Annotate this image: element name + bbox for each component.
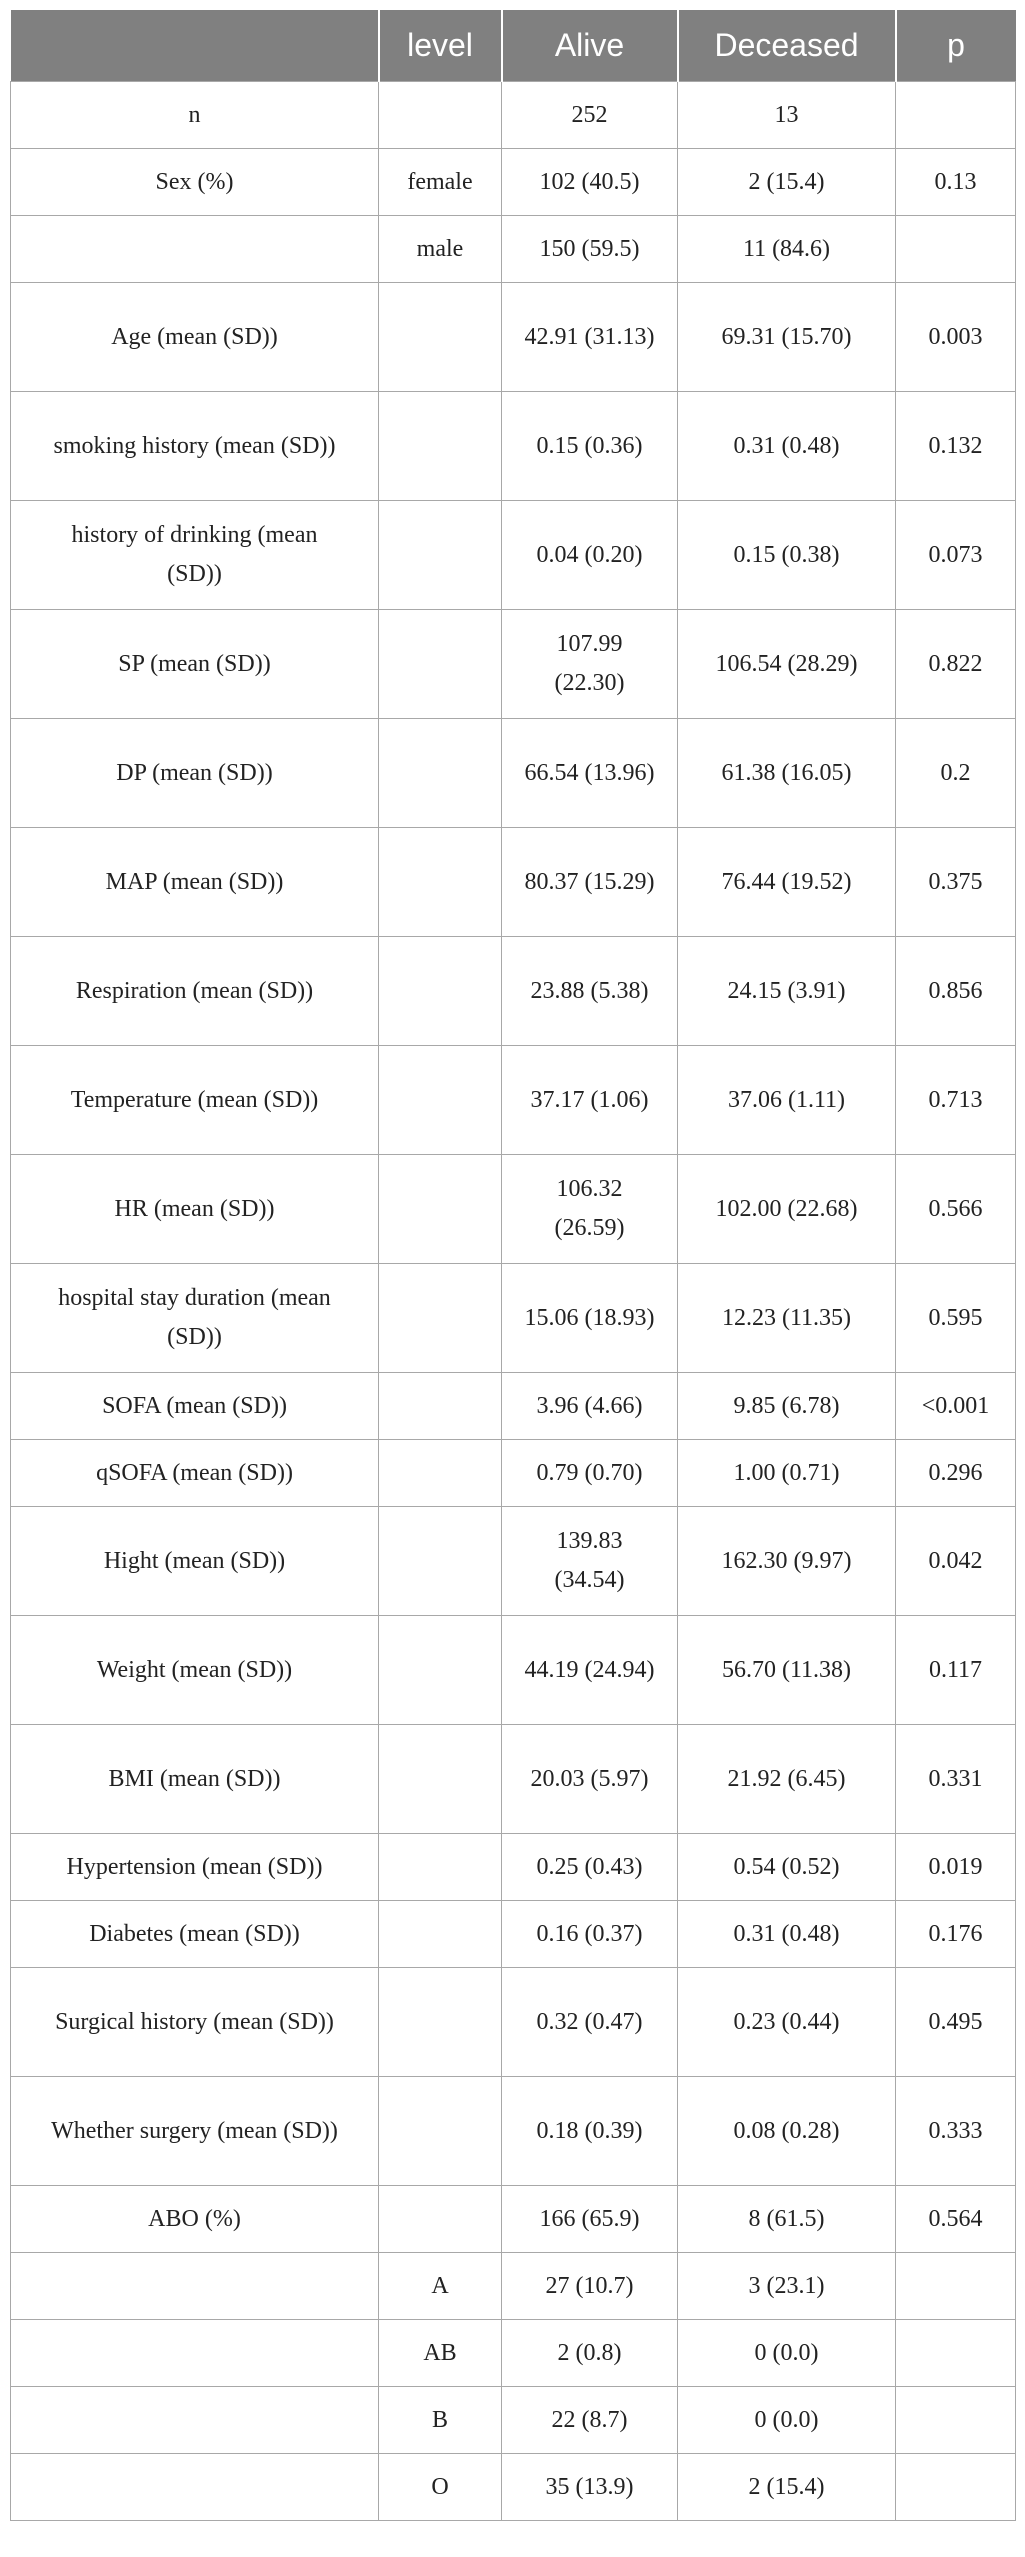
table-row [11,2077,1016,2186]
p-value-cell [896,1834,1016,1901]
p-value-cell-text: 0.564 [928,2205,983,2232]
row-label-cell [11,1507,379,1616]
table-row [11,2387,1016,2454]
row-label-cell-text: DP (mean (SD)) [116,759,273,786]
row-label-cell [11,610,379,719]
table-row [11,2454,1016,2521]
alive-cell-text: 66.54 (13.96) [524,759,655,786]
row-label-cell [11,1834,379,1901]
deceased-cell [678,1155,896,1264]
row-label-cell [11,82,379,149]
p-value-cell [896,1725,1016,1834]
p-value-cell [896,1373,1016,1440]
alive-cell-text: 22 (8.7) [551,2406,628,2433]
alive-cell-text: 166 (65.9) [539,2205,640,2232]
p-value-cell-text: 0.331 [928,1765,983,1792]
table-row [11,1725,1016,1834]
deceased-cell-text: 0.23 (0.44) [733,2008,840,2035]
header-row [11,10,1016,82]
row-label-cell [11,2077,379,2186]
level-cell [379,2454,502,2521]
p-value-cell-text: 0.713 [928,1086,983,1113]
deceased-cell-text: 12.23 (11.35) [721,1304,852,1331]
header-alive: Alive [502,10,678,82]
baseline-characteristics-table [10,10,1016,2521]
row-label-cell-text: BMI (mean (SD)) [108,1765,281,1792]
alive-cell-text: 42.91 (31.13) [524,323,655,350]
row-label-cell [11,2186,379,2253]
level-cell [379,1834,502,1901]
deceased-cell [678,1046,896,1155]
row-label-cell [11,1264,379,1373]
row-label-cell [11,1725,379,1834]
table-row [11,1440,1016,1507]
deceased-cell-text: 13 [774,101,799,128]
table-row [11,82,1016,149]
level-cell [379,2253,502,2320]
level-cell [379,1155,502,1264]
p-value-cell [896,283,1016,392]
p-value-cell [896,937,1016,1046]
level-cell [379,149,502,216]
alive-cell-text: 3.96 (4.66) [536,1392,643,1419]
table-row [11,828,1016,937]
alive-cell-text: 0.25 (0.43) [536,1853,643,1880]
alive-cell-text: 0.32 (0.47) [536,2008,643,2035]
alive-cell [502,2077,678,2186]
table-row [11,1616,1016,1725]
row-label-cell-text: Hight (mean (SD)) [103,1547,286,1574]
row-label-cell [11,1616,379,1725]
alive-cell [502,392,678,501]
alive-cell-text: 23.88 (5.38) [530,977,649,1004]
level-cell [379,1046,502,1155]
p-value-cell-text: 0.595 [928,1304,983,1331]
level-cell [379,2320,502,2387]
alive-cell [502,2253,678,2320]
deceased-cell [678,2387,896,2454]
table-row [11,2186,1016,2253]
level-cell [379,1440,502,1507]
deceased-cell-text: 0 (0.0) [754,2406,819,2433]
deceased-cell [678,610,896,719]
p-value-cell [896,828,1016,937]
row-label-cell-text: SP (mean (SD)) [118,650,271,677]
deceased-cell-text: 0 (0.0) [754,2339,819,2366]
alive-cell-text: 35 (13.9) [545,2473,634,2500]
table-header [11,10,1016,82]
row-label-cell [11,1046,379,1155]
table-row [11,1968,1016,2077]
p-value-cell-text: 0.117 [928,1656,983,1683]
deceased-cell-text: 0.08 (0.28) [733,2117,840,2144]
row-label-cell-text: smoking history (mean (SD)) [53,432,336,459]
table-body [11,82,1016,2521]
level-cell [379,2077,502,2186]
deceased-cell [678,216,896,283]
deceased-cell-text: 37.06 (1.11) [727,1086,846,1113]
alive-cell [502,1901,678,1968]
level-cell [379,1725,502,1834]
row-label-cell [11,1968,379,2077]
alive-cell [502,1968,678,2077]
deceased-cell [678,1725,896,1834]
table-row [11,392,1016,501]
alive-cell-text: 37.17 (1.06) [530,1086,649,1113]
level-cell-text: male [416,235,464,262]
row-label-cell [11,1373,379,1440]
deceased-cell-text: 106.54 (28.29) [715,650,858,677]
p-value-cell-text: 0.375 [928,868,983,895]
table-row [11,1901,1016,1968]
row-label-cell [11,283,379,392]
level-cell-text: AB [423,2339,457,2366]
deceased-cell [678,1968,896,2077]
row-label-cell [11,719,379,828]
alive-cell-text: 107.99 (22.30) [554,631,625,696]
deceased-cell [678,2320,896,2387]
row-label-cell [11,1440,379,1507]
deceased-cell-text: 9.85 (6.78) [733,1392,840,1419]
p-value-cell [896,2320,1016,2387]
p-value-cell [896,2253,1016,2320]
p-value-cell-text: 0.176 [928,1920,983,1947]
alive-cell-text: 20.03 (5.97) [530,1765,649,1792]
row-label-cell-text: HR (mean (SD)) [114,1195,275,1222]
alive-cell-text: 0.16 (0.37) [536,1920,643,1947]
alive-cell [502,149,678,216]
row-label-cell-text: MAP (mean (SD)) [105,868,284,895]
alive-cell-text: 102 (40.5) [539,168,640,195]
p-value-cell [896,1440,1016,1507]
alive-cell [502,2454,678,2521]
row-label-cell-text: Age (mean (SD)) [111,323,278,350]
deceased-cell-text: 102.00 (22.68) [715,1195,858,1222]
row-label-cell [11,1901,379,1968]
row-label-cell [11,2454,379,2521]
row-label-cell-text: Whether surgery (mean (SD)) [51,2117,338,2144]
level-cell [379,392,502,501]
alive-cell-text: 0.15 (0.36) [536,432,643,459]
deceased-cell-text: 0.54 (0.52) [733,1853,840,1880]
p-value-cell-text: 0.073 [928,541,983,568]
p-value-cell [896,149,1016,216]
table-row [11,1046,1016,1155]
deceased-cell [678,2253,896,2320]
row-label-cell-text: qSOFA (mean (SD)) [96,1459,293,1486]
level-cell [379,1901,502,1968]
table-row [11,2320,1016,2387]
deceased-cell-text: 2 (15.4) [748,168,825,195]
level-cell [379,1373,502,1440]
alive-cell [502,610,678,719]
table-row [11,610,1016,719]
deceased-cell [678,937,896,1046]
p-value-cell-text: 0.132 [928,432,983,459]
alive-cell [502,1264,678,1373]
level-cell-text: B [431,2406,448,2433]
deceased-cell [678,283,896,392]
p-value-cell-text: 0.856 [928,977,983,1004]
p-value-cell-text: 0.003 [928,323,983,350]
row-label-cell [11,216,379,283]
deceased-cell [678,2454,896,2521]
p-value-cell [896,1901,1016,1968]
alive-cell [502,501,678,610]
deceased-cell-text: 2 (15.4) [748,2473,825,2500]
p-value-cell [896,2454,1016,2521]
alive-cell-text: 252 [571,101,608,128]
alive-cell-text: 2 (0.8) [557,2339,622,2366]
alive-cell-text: 106.32 (26.59) [554,1176,625,1241]
alive-cell [502,937,678,1046]
row-label-cell-text: Diabetes (mean (SD)) [89,1920,300,1947]
alive-cell [502,1046,678,1155]
p-value-cell [896,1264,1016,1373]
level-cell [379,2387,502,2454]
row-label-cell-text: n [188,101,201,128]
alive-cell [502,1834,678,1901]
row-label-cell-text: hospital stay duration (mean (SD)) [58,1285,331,1350]
deceased-cell-text: 0.31 (0.48) [733,432,840,459]
p-value-cell [896,82,1016,149]
level-cell [379,719,502,828]
p-value-cell [896,2387,1016,2454]
p-value-cell [896,610,1016,719]
p-value-cell-text: 0.822 [928,650,983,677]
alive-cell-text: 0.18 (0.39) [536,2117,643,2144]
p-value-cell [896,1616,1016,1725]
p-value-cell [896,1968,1016,2077]
deceased-cell-text: 11 (84.6) [742,235,831,262]
p-value-cell [896,2186,1016,2253]
deceased-cell [678,2186,896,2253]
row-label-cell [11,828,379,937]
alive-cell [502,719,678,828]
p-value-cell-text: 0.495 [928,2008,983,2035]
header-variable [11,10,379,82]
table-row [11,216,1016,283]
alive-cell-text: 0.04 (0.20) [536,541,643,568]
table-row [11,283,1016,392]
deceased-cell [678,392,896,501]
deceased-cell [678,149,896,216]
p-value-cell-text: 0.042 [928,1547,983,1574]
deceased-cell-text: 76.44 (19.52) [721,868,852,895]
p-value-cell [896,2077,1016,2186]
p-value-cell [896,719,1016,828]
alive-cell [502,1440,678,1507]
header-p: p [896,10,1016,82]
deceased-cell-text: 162.30 (9.97) [721,1547,852,1574]
p-value-cell [896,392,1016,501]
alive-cell [502,82,678,149]
table-row [11,937,1016,1046]
deceased-cell [678,719,896,828]
table-row [11,1834,1016,1901]
baseline-table-container [10,10,1015,2521]
level-cell [379,82,502,149]
row-label-cell [11,501,379,610]
level-cell [379,2186,502,2253]
row-label-cell [11,392,379,501]
deceased-cell [678,828,896,937]
alive-cell [502,1373,678,1440]
alive-cell [502,216,678,283]
level-cell-text: A [431,2272,449,2299]
table-row [11,149,1016,216]
row-label-cell-text: Sex (%) [155,168,234,195]
alive-cell-text: 80.37 (15.29) [524,868,655,895]
table-row [11,1373,1016,1440]
deceased-cell-text: 8 (61.5) [748,2205,825,2232]
row-label-cell-text: Surgical history (mean (SD)) [55,2008,334,2035]
table-row [11,719,1016,828]
alive-cell [502,2320,678,2387]
deceased-cell [678,2077,896,2186]
p-value-cell [896,1046,1016,1155]
level-cell [379,1264,502,1373]
level-cell-text: female [407,168,473,195]
deceased-cell [678,1373,896,1440]
level-cell [379,283,502,392]
row-label-cell [11,149,379,216]
row-label-cell-text: SOFA (mean (SD)) [102,1392,287,1419]
level-cell-text: O [431,2473,449,2500]
level-cell [379,1968,502,2077]
deceased-cell-text: 0.15 (0.38) [733,541,840,568]
p-value-cell [896,216,1016,283]
alive-cell [502,2186,678,2253]
deceased-cell-text: 56.70 (11.38) [721,1656,852,1683]
alive-cell-text: 0.79 (0.70) [536,1459,643,1486]
deceased-cell [678,1264,896,1373]
row-label-cell-text: Temperature (mean (SD)) [70,1086,319,1113]
deceased-cell [678,1834,896,1901]
row-label-cell [11,2253,379,2320]
deceased-cell-text: 3 (23.1) [748,2272,825,2299]
alive-cell-text: 139.83 (34.54) [554,1528,625,1593]
p-value-cell-text: 0.2 [940,759,971,786]
table-row [11,1264,1016,1373]
level-cell [379,610,502,719]
p-value-cell [896,501,1016,610]
alive-cell [502,283,678,392]
deceased-cell-text: 21.92 (6.45) [727,1765,846,1792]
deceased-cell [678,1440,896,1507]
alive-cell [502,1616,678,1725]
alive-cell-text: 44.19 (24.94) [524,1656,655,1683]
table-row [11,501,1016,610]
deceased-cell-text: 69.31 (15.70) [721,323,852,350]
alive-cell [502,2387,678,2454]
p-value-cell-text: 0.333 [928,2117,983,2144]
alive-cell-text: 150 (59.5) [539,235,640,262]
row-label-cell [11,937,379,1046]
table-row [11,1155,1016,1264]
level-cell [379,501,502,610]
table-row [11,2253,1016,2320]
p-value-cell-text: 0.566 [928,1195,983,1222]
deceased-cell-text: 1.00 (0.71) [733,1459,840,1486]
deceased-cell-text: 24.15 (3.91) [727,977,846,1004]
p-value-cell [896,1155,1016,1264]
alive-cell [502,828,678,937]
header-level: level [379,10,502,82]
header-deceased: Deceased [678,10,896,82]
deceased-cell [678,82,896,149]
level-cell [379,1507,502,1616]
deceased-cell-text: 61.38 (16.05) [721,759,852,786]
p-value-cell-text: <0.001 [921,1392,990,1419]
alive-cell [502,1725,678,1834]
deceased-cell [678,1616,896,1725]
p-value-cell-text: 0.296 [928,1459,983,1486]
level-cell [379,937,502,1046]
deceased-cell [678,1507,896,1616]
table-row [11,1507,1016,1616]
level-cell [379,216,502,283]
row-label-cell [11,2320,379,2387]
p-value-cell-text: 0.13 [934,168,977,195]
row-label-cell-text: Weight (mean (SD)) [96,1656,293,1683]
deceased-cell [678,1901,896,1968]
p-value-cell [896,1507,1016,1616]
row-label-cell-text: history of drinking (mean (SD)) [71,522,318,587]
deceased-cell [678,501,896,610]
p-value-cell-text: 0.019 [928,1853,983,1880]
row-label-cell [11,2387,379,2454]
row-label-cell-text: ABO (%) [148,2205,241,2232]
level-cell [379,828,502,937]
row-label-cell [11,1155,379,1264]
row-label-cell-text: Hypertension (mean (SD)) [66,1853,323,1880]
level-cell [379,1616,502,1725]
alive-cell [502,1155,678,1264]
deceased-cell-text: 0.31 (0.48) [733,1920,840,1947]
row-label-cell-text: Respiration (mean (SD)) [75,977,314,1004]
alive-cell-text: 15.06 (18.93) [524,1304,655,1331]
alive-cell [502,1507,678,1616]
alive-cell-text: 27 (10.7) [545,2272,634,2299]
